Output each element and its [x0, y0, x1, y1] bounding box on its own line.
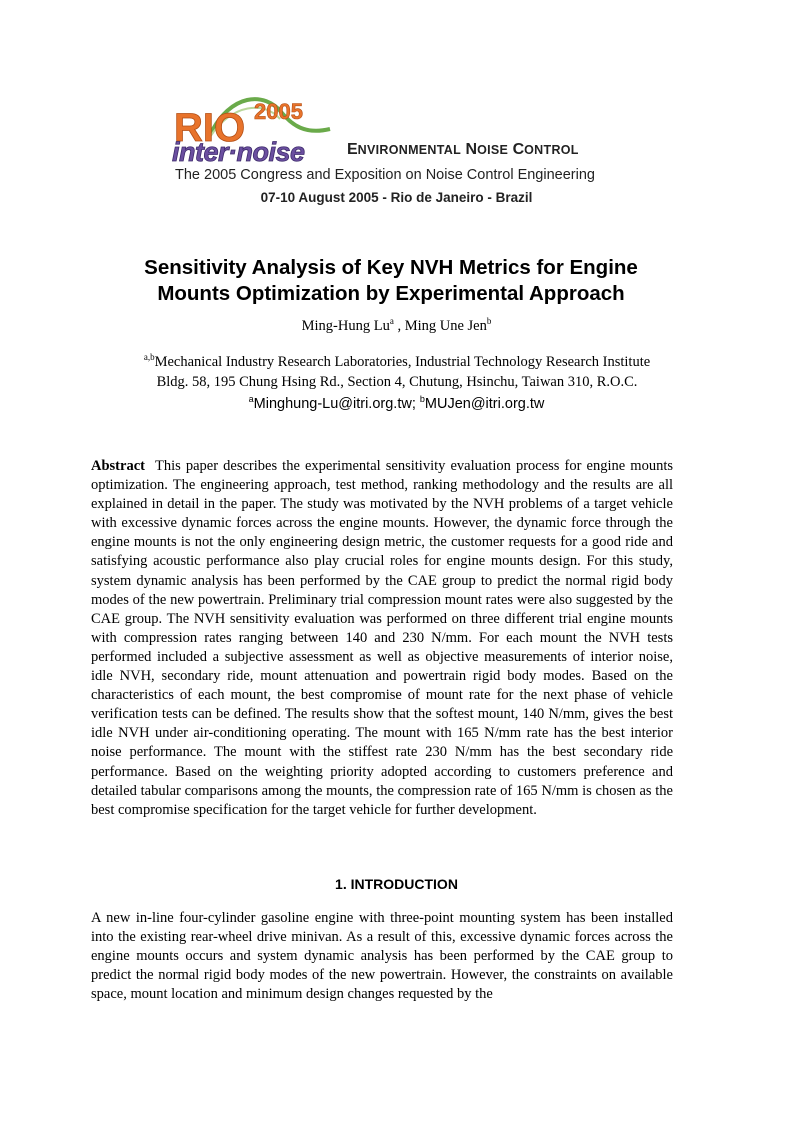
introduction-paragraph: A new in-line four-cylinder gasoline engine with three-point mounting system has been installed into the existing rear-wheel drive minivan. As a result of this, excessive dynamic forces across the engine mounts occurs and system dynamic analysis has been performed by the CAE group to predict the normal rigid body modes of the new powertrain. However, the constraints on available space, mount location and minimum design changes requested by the [91, 910, 673, 1003]
affiliation-line1: Mechanical Industry Research Laboratories, Industrial Technology Research Institute [154, 354, 651, 370]
paper-title [91, 255, 691, 307]
email-superscript: a [248, 394, 254, 405]
abstract [91, 457, 673, 820]
conference-date-location: 07-10 August 2005 - Rio de Janeiro - Brazil [260, 190, 533, 205]
abstract-label: Abstract [91, 458, 145, 474]
rio-internoise-logo-graphic [170, 95, 350, 167]
author-superscript: b [486, 316, 492, 327]
abstract-text: This paper describes the experimental sensitivity evaluation process for engine mounts optimization. The engineering approach, test method, ranking methodology and the results are all explained in detail in the paper. The study was motivated by the NVH problems of a target vehicle with excessive dynamic forces across the engine mounts. However, the dynamic force through the engine mounts is not the only engineering design metric, the customer requests for a good ride and satisfying acoustic performance also play crucial roles for engine mounts design. For this study, system dynamic analysis has been performed by the CAE group to predict the normal rigid body modes of the new powertrain. Preliminary trial compression mount rates were also suggested by the CAE group. The NVH sensitivity evaluation was performed on three different trial engine mounts with compression rates ranging between 140 and 230 N/mm. For each mount the NVH tests performed included a subjective assessment as well as objective measurements of interior noise, idle NVH, secondary ride, mount attenuation and powertrain rigid body modes. Based on the characteristics of each mount, the best compromise of mount rate for the next phase of vehicle verification tests can be defined. The results show that the softest mount, 140 N/mm, gives the best idle NVH under air-conditioning operating. The mount with 165 N/mm rate has the best interior noise performance. The mount with the stiffest rate 230 N/mm has the best secondary ride performance. Based on the weighting priority adopted according to customers preference and detailed tabular comparisons among the mounts, the compression rate of 165 N/mm is chosen as the best compromise specification for the target vehicle for further development. [91, 458, 673, 818]
paper-title-line2: Mounts Optimization by Experimental Approach [157, 282, 625, 305]
affiliation [91, 352, 703, 392]
affiliation-line2: Bldg. 58, 195 Chung Hsing Rd., Section 4, Chutung, Hsinchu, Taiwan 310, R.O.C. [156, 374, 638, 390]
logo-event-text: inter·noise [172, 137, 305, 167]
conf-word2-rest: OISE [477, 143, 509, 157]
conf-word3-initial: C [512, 141, 525, 158]
section-heading-introduction: 1. INTRODUCTION [335, 876, 458, 892]
affiliation-superscript: a,b [143, 352, 155, 363]
conf-word1-initial: E [347, 141, 358, 158]
conference-logo [170, 95, 350, 167]
author-name: Ming Une Jen [404, 318, 487, 334]
email-address: MUJen@itri.org.tw [424, 396, 545, 412]
logo-city-text: RIO [174, 106, 246, 150]
paper-title-line1: Sensitivity Analysis of Key NVH Metrics for Engine [144, 256, 638, 279]
author-emails [0, 396, 793, 412]
email-superscript: b [419, 394, 425, 405]
conf-word2-initial: N [465, 141, 478, 158]
author-list [0, 318, 793, 335]
conf-word3-rest: ONTROL [524, 143, 579, 157]
author-superscript: a [389, 316, 394, 327]
author-separator: , [393, 318, 405, 334]
conf-word1-rest: NVIRONMENTAL [357, 143, 462, 157]
logo-year-text: 2005 [254, 99, 303, 124]
conference-subtitle: The 2005 Congress and Exposition on Noise Control Engineering [175, 167, 595, 183]
author-name: Ming-Hung Lu [301, 318, 390, 334]
conference-name [347, 141, 579, 159]
email-address: Minghung-Lu@itri.org.tw; [253, 396, 416, 412]
